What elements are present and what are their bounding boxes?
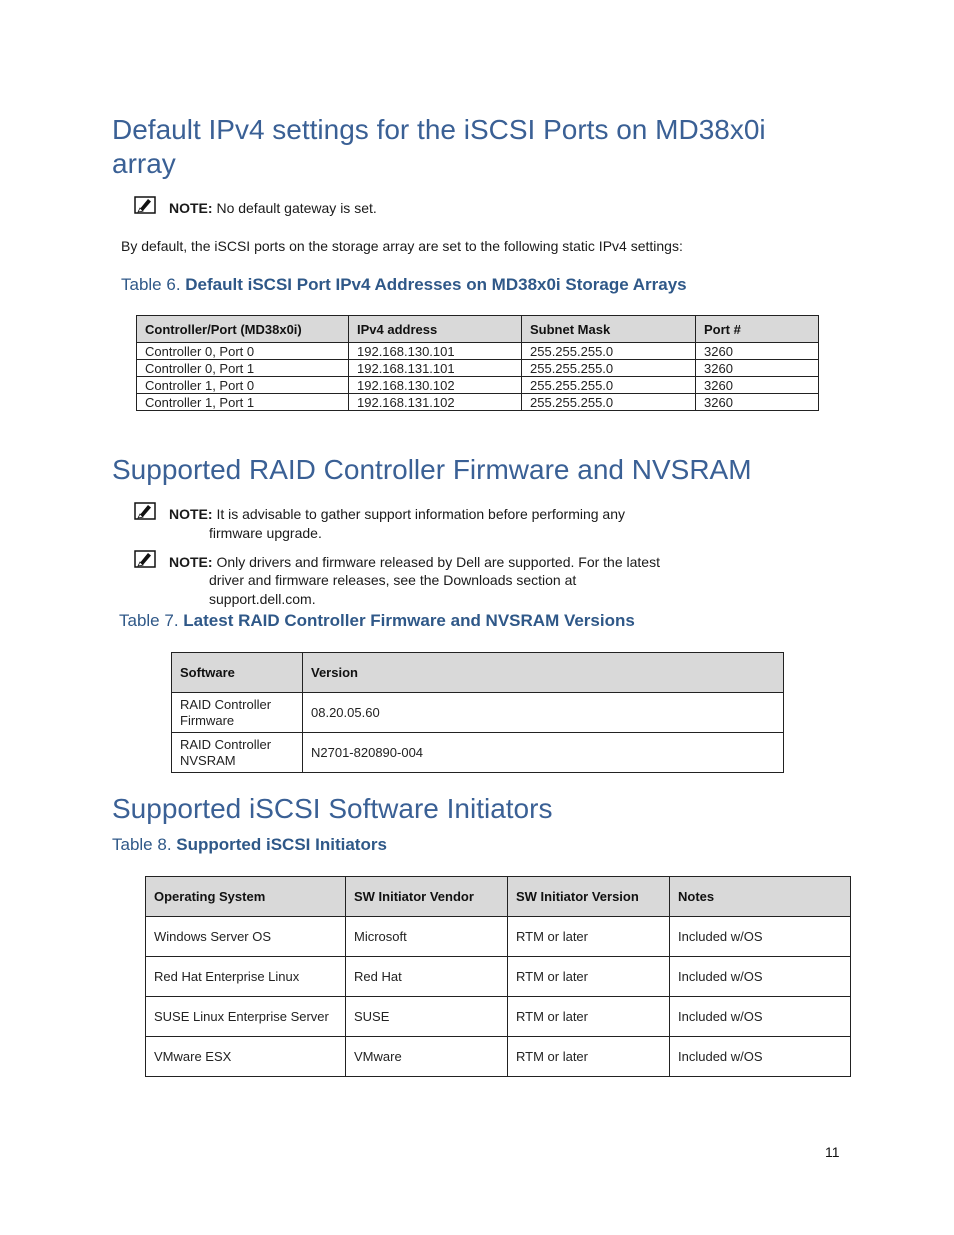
table-row (146, 997, 851, 1037)
table-cell: 3260 (696, 394, 819, 411)
intro-paragraph: By default, the iSCSI ports on the storage array are set to the following static IPv4 settings: (121, 238, 683, 254)
table-cell: VMware (346, 1037, 508, 1077)
table-cell: 3260 (696, 377, 819, 394)
table-cell: Controller 0, Port 0 (137, 343, 349, 360)
table-header: IPv4 address (349, 316, 522, 343)
note-dell-drivers-cont1: driver and firmware releases, see the Downloads section at (209, 572, 577, 588)
table-cell: RTM or later (508, 1037, 670, 1077)
table-cell: 192.168.130.101 (349, 343, 522, 360)
table-cell: 3260 (696, 360, 819, 377)
note-gather-support-cont: firmware upgrade. (209, 525, 322, 541)
table-header: Operating System (146, 877, 346, 917)
section-heading-ipv4: Default IPv4 settings for the iSCSI Ports on MD38x0i array (112, 114, 766, 179)
table-cell: Red Hat (346, 957, 508, 997)
table-cell: 255.255.255.0 (522, 377, 696, 394)
table-row (172, 733, 784, 773)
table-cell: Included w/OS (670, 917, 851, 957)
table-7-caption: Table 7. Latest RAID Controller Firmware and NVSRAM Versions (119, 611, 635, 630)
table-cell: Red Hat Enterprise Linux (146, 957, 346, 997)
table-cell: 192.168.130.102 (349, 377, 522, 394)
table-cell: RAID Controller Firmware (172, 693, 303, 733)
table-cell: Included w/OS (670, 1037, 851, 1077)
table-header: Notes (670, 877, 851, 917)
table-header: Software (172, 653, 303, 693)
table-cell: Included w/OS (670, 957, 851, 997)
page-number: 11 (825, 1144, 840, 1160)
note-pencil-icon (134, 502, 156, 520)
section-heading-iscsi-initiators: Supported iSCSI Software Initiators (112, 793, 553, 824)
table-8-caption: Table 8. Supported iSCSI Initiators (112, 835, 387, 854)
table-header: Port # (696, 316, 819, 343)
table-cell: SUSE (346, 997, 508, 1037)
note-dell-drivers: NOTE: Only drivers and firmware released by Dell are supported. For the latest (169, 554, 660, 570)
table-cell: RTM or later (508, 997, 670, 1037)
section-heading-raid-firmware: Supported RAID Controller Firmware and NVSRAM (112, 454, 752, 485)
table-header: Subnet Mask (522, 316, 696, 343)
table-header: SW Initiator Version (508, 877, 670, 917)
table-header: Controller/Port (MD38x0i) (137, 316, 349, 343)
table-header: Version (303, 653, 784, 693)
table-6-caption: Table 6. Default iSCSI Port IPv4 Addresses on MD38x0i Storage Arrays (121, 275, 687, 294)
note-pencil-icon (134, 550, 156, 568)
table-row (146, 957, 851, 997)
table-cell: Controller 1, Port 0 (137, 377, 349, 394)
table-cell: 255.255.255.0 (522, 394, 696, 411)
table-cell: 255.255.255.0 (522, 343, 696, 360)
table-cell: 3260 (696, 343, 819, 360)
table-cell: VMware ESX (146, 1037, 346, 1077)
table-header: SW Initiator Vendor (346, 877, 508, 917)
note-no-gateway: NOTE: No default gateway is set. (169, 200, 377, 216)
table-row (146, 1037, 851, 1077)
table-cell: RAID Controller NVSRAM (172, 733, 303, 773)
table-cell: 192.168.131.102 (349, 394, 522, 411)
table-cell: Microsoft (346, 917, 508, 957)
table-cell: Included w/OS (670, 997, 851, 1037)
table-cell: N2701-820890-004 (303, 733, 784, 773)
table-row (172, 693, 784, 733)
table-cell: 08.20.05.60 (303, 693, 784, 733)
ipv4-address-table (136, 315, 819, 411)
table-row (137, 394, 819, 411)
firmware-versions-table (171, 652, 784, 773)
table-row (137, 343, 819, 360)
note-pencil-icon (134, 196, 156, 214)
table-cell: RTM or later (508, 917, 670, 957)
table-row (137, 360, 819, 377)
table-row (146, 917, 851, 957)
table-row (137, 377, 819, 394)
table-cell: Controller 1, Port 1 (137, 394, 349, 411)
table-cell: 192.168.131.101 (349, 360, 522, 377)
table-cell: RTM or later (508, 957, 670, 997)
note-gather-support: NOTE: It is advisable to gather support information before performing any (169, 506, 626, 522)
table-cell: Controller 0, Port 1 (137, 360, 349, 377)
table-cell: SUSE Linux Enterprise Server (146, 997, 346, 1037)
table-cell: Windows Server OS (146, 917, 346, 957)
iscsi-initiators-table (145, 876, 851, 1077)
note-dell-drivers-cont2: support.dell.com. (209, 591, 316, 607)
table-cell: 255.255.255.0 (522, 360, 696, 377)
